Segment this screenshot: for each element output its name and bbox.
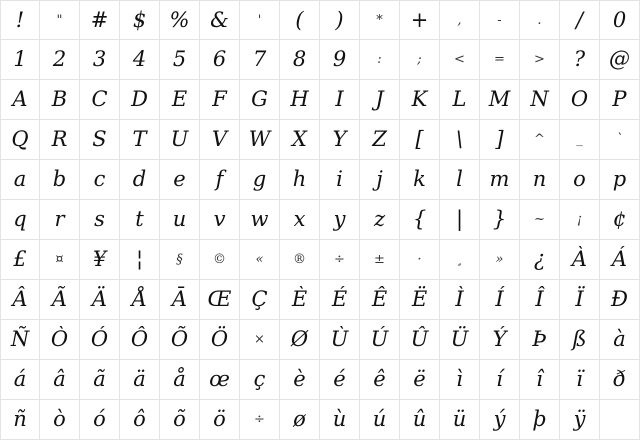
glyph-cell: z [360,200,400,240]
glyph-cell: s [80,200,120,240]
glyph-cell: ó [80,400,120,440]
glyph-cell: . [520,0,560,40]
glyph-cell: A [0,80,40,120]
glyph-cell: Z [360,120,400,160]
glyph-cell: ~ [520,200,560,240]
glyph-cell: 1 [0,40,40,80]
glyph-cell: ¢ [600,200,640,240]
glyph-cell: k [400,160,440,200]
glyph-cell: Y [320,120,360,160]
glyph-cell: Ā [160,280,200,320]
glyph-cell: å [160,360,200,400]
glyph-cell: W [240,120,280,160]
glyph-cell [600,400,640,440]
glyph-cell: ö [200,400,240,440]
glyph-cell: ü [440,400,480,440]
glyph-cell: + [400,0,440,40]
glyph-cell: c [80,160,120,200]
glyph-cell: / [560,0,600,40]
glyph-cell: ý [480,400,520,440]
glyph-cell: n [520,160,560,200]
glyph-cell: Ã [40,280,80,320]
glyph-cell: V [200,120,240,160]
glyph-cell: [ [400,120,440,160]
glyph-cell: K [400,80,440,120]
glyph-cell: Ì [440,280,480,320]
glyph-cell: õ [160,400,200,440]
glyph-cell: Q [0,120,40,160]
glyph-cell: m [480,160,520,200]
glyph-cell: I [320,80,360,120]
glyph-cell: Ë [400,280,440,320]
glyph-cell: × [240,320,280,360]
glyph-cell: ô [120,400,160,440]
glyph-cell: 7 [240,40,280,80]
glyph-cell: X [280,120,320,160]
glyph-cell: & [200,0,240,40]
glyph-cell: À [560,240,600,280]
glyph-cell: F [200,80,240,120]
glyph-cell: { [400,200,440,240]
glyph-cell: J [360,80,400,120]
glyph-cell: Ç [240,280,280,320]
glyph-cell: Ò [40,320,80,360]
glyph-cell: ! [0,0,40,40]
glyph-cell: ê [360,360,400,400]
glyph-cell: v [200,200,240,240]
glyph-cell: ± [360,240,400,280]
glyph-cell: ú [360,400,400,440]
glyph-cell: e [160,160,200,200]
glyph-cell: O [560,80,600,120]
glyph-cell: ? [560,40,600,80]
glyph-cell: , [440,0,480,40]
glyph-cell: r [40,200,80,240]
glyph-cell: ñ [0,400,40,440]
glyph-cell: C [80,80,120,120]
glyph-cell: à [600,320,640,360]
glyph-cell: P [600,80,640,120]
glyph-cell: Ù [320,320,360,360]
glyph-cell: ø [280,400,320,440]
glyph-cell: Ú [360,320,400,360]
glyph-cell: ÿ [560,400,600,440]
glyph-cell: ä [120,360,160,400]
glyph-cell: Ý [480,320,520,360]
glyph-cell: ® [280,240,320,280]
glyph-cell: : [360,40,400,80]
glyph-cell: œ [200,360,240,400]
glyph-cell: o [560,160,600,200]
glyph-cell: Ô [120,320,160,360]
glyph-cell: 5 [160,40,200,80]
glyph-cell: D [120,80,160,120]
glyph-cell: Ü [440,320,480,360]
glyph-cell: 2 [40,40,80,80]
glyph-cell: E [160,80,200,120]
glyph-cell: Í [480,280,520,320]
glyph-cell: H [280,80,320,120]
glyph-cell: ] [480,120,520,160]
glyph-cell: Î [520,280,560,320]
glyph-cell: â [40,360,80,400]
glyph-cell: Â [0,280,40,320]
glyph-cell: f [200,160,240,200]
glyph-cell: B [40,80,80,120]
glyph-cell: ë [400,360,440,400]
glyph-cell: G [240,80,280,120]
glyph-cell: w [240,200,280,240]
glyph-cell: M [480,80,520,120]
glyph-cell: Õ [160,320,200,360]
glyph-cell: è [280,360,320,400]
glyph-cell: ÷ [240,400,280,440]
glyph-cell: 0 [600,0,640,40]
glyph-cell: d [120,160,160,200]
glyph-cell: ¤ [40,240,80,280]
glyph-cell: " [40,0,80,40]
glyph-cell: ß [560,320,600,360]
glyph-cell: Ï [560,280,600,320]
glyph-cell: < [440,40,480,80]
glyph-cell: Å [120,280,160,320]
glyph-cell: R [40,120,80,160]
glyph-cell: T [120,120,160,160]
glyph-cell: L [440,80,480,120]
glyph-cell: ÷ [320,240,360,280]
glyph-cell: q [0,200,40,240]
glyph-cell: § [160,240,200,280]
glyph-cell: » [480,240,520,280]
glyph-cell: ì [440,360,480,400]
glyph-cell: g [240,160,280,200]
glyph-cell: ¡ [560,200,600,240]
glyph-cell: Ø [280,320,320,360]
glyph-cell: = [480,40,520,80]
glyph-cell: ¿ [520,240,560,280]
glyph-cell: á [0,360,40,400]
glyph-cell: ` [600,120,640,160]
glyph-cell: a [0,160,40,200]
glyph-cell: È [280,280,320,320]
glyph-cell: £ [0,240,40,280]
glyph-cell: N [520,80,560,120]
glyph-cell: Û [400,320,440,360]
glyph-cell: | [440,200,480,240]
glyph-cell: ð [600,360,640,400]
glyph-cell: \ [440,120,480,160]
glyph-cell: ' [240,0,280,40]
glyph-cell: 6 [200,40,240,80]
glyph-cell: í [480,360,520,400]
glyph-cell: % [160,0,200,40]
glyph-cell: ¦ [120,240,160,280]
glyph-cell: ù [320,400,360,440]
glyph-cell: Á [600,240,640,280]
glyph-cell: h [280,160,320,200]
glyph-cell: Ó [80,320,120,360]
glyph-cell: t [120,200,160,240]
glyph-cell: x [280,200,320,240]
glyph-cell: ( [280,0,320,40]
glyph-cell: · [400,240,440,280]
glyph-cell: û [400,400,440,440]
glyph-cell: î [520,360,560,400]
glyph-cell: 8 [280,40,320,80]
glyph-cell: @ [600,40,640,80]
glyph-cell: Þ [520,320,560,360]
glyph-cell: Œ [200,280,240,320]
glyph-cell: > [520,40,560,80]
glyph-cell: 9 [320,40,360,80]
glyph-cell: $ [120,0,160,40]
glyph-cell: y [320,200,360,240]
glyph-cell: i [320,160,360,200]
glyph-cell: ã [80,360,120,400]
glyph-cell: Ð [600,280,640,320]
glyph-cell: ¥ [80,240,120,280]
glyph-cell: ) [320,0,360,40]
glyph-cell: © [200,240,240,280]
glyph-cell: l [440,160,480,200]
glyph-cell: * [360,0,400,40]
glyph-cell: ç [240,360,280,400]
glyph-cell: S [80,120,120,160]
glyph-cell: Ê [360,280,400,320]
glyph-cell: ò [40,400,80,440]
glyph-cell: Ñ [0,320,40,360]
glyph-cell: ¸ [440,240,480,280]
glyph-cell: b [40,160,80,200]
glyph-cell: u [160,200,200,240]
glyph-cell: j [360,160,400,200]
glyph-cell: ï [560,360,600,400]
glyph-cell: é [320,360,360,400]
glyph-cell: 4 [120,40,160,80]
glyph-cell: } [480,200,520,240]
glyph-cell: - [480,0,520,40]
glyph-cell: _ [560,120,600,160]
glyph-cell: þ [520,400,560,440]
glyph-cell: ^ [520,120,560,160]
glyph-cell: Ä [80,280,120,320]
glyph-cell: É [320,280,360,320]
glyph-cell: « [240,240,280,280]
glyph-cell: U [160,120,200,160]
glyph-cell: p [600,160,640,200]
glyph-cell: # [80,0,120,40]
glyph-cell: Ö [200,320,240,360]
glyph-cell: 3 [80,40,120,80]
glyph-cell: ; [400,40,440,80]
